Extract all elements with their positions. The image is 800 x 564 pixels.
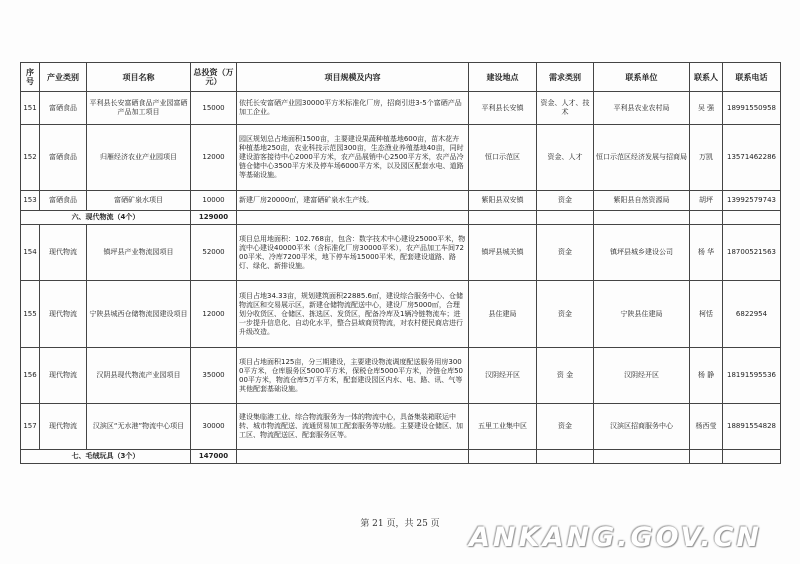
cell-location: 汉阴经开区 [469,348,537,404]
cell-name: 汉阴县现代物流产业园项目 [87,348,191,404]
cell-seq: 153 [21,191,40,211]
cell-industry: 富硒食品 [40,92,87,125]
cell-phone: 6822954 [723,281,781,348]
cell-scale: 项目占地34.33亩，规划建筑面积22885.6㎡，建设综合服务中心、仓储物流区和交易展示区，新建仓储物流配送中心，建设厂房5000㎡，合理划分收货区、仓储区、拣选区、发货区，配备冷库及1辆冷链物流车；进一步提升信息化、自动化水平，整合县域商贸物流，对农村便民商店进行升级改造。 [237,281,469,348]
header-contact-person: 联系人 [690,63,723,92]
cell-contact-person: 吴 强 [690,92,723,125]
cell-contact-person: 胡坪 [690,191,723,211]
cell-phone: 18191595536 [723,348,781,404]
cell-industry: 现代物流 [40,404,87,450]
cell-scale: 建设集临港工业、综合物流服务为一体的物流中心，具备集装箱联运中转、城市物流配送、流通贸易加工配套服务等功能。主要建设仓储区、加工区、物流配送区、配套服务区等。 [237,404,469,450]
cell-name: 汉滨区“无水港”物流中心项目 [87,404,191,450]
header-demand: 需求类别 [537,63,594,92]
cell-demand: 资金 [537,225,594,281]
header-seq: 序号 [21,63,40,92]
category-label: 七、毛绒玩具（3个） [21,450,191,464]
cell-industry: 现代物流 [40,225,87,281]
cell-industry: 富硒食品 [40,125,87,191]
cell-investment: 52000 [191,225,237,281]
cell-scale: 项目占地面积125亩，分三期建设，主要建设物流调度配送服务用房3000平方米，仓库服务区5000平方米，保税仓库5000平方米，冷链仓库5000平方米，物流仓库5万平方米，配套建设园区内水、电、路、讯、气等其他配套基础设施。 [237,348,469,404]
cell-location: 恒口示范区 [469,125,537,191]
header-location: 建设地点 [469,63,537,92]
table-header-row [21,63,781,92]
cell-contact-unit: 平利县农业农村局 [594,92,690,125]
cell-location: 五里工业集中区 [469,404,537,450]
cell-location: 平利县长安镇 [469,92,537,125]
cell-scale: 依托长安富硒产业园30000平方米标准化厂房，招商引进3-5个富硒产品加工企业。 [237,92,469,125]
table-row [21,92,781,125]
cell-seq: 151 [21,92,40,125]
category-row-plush-toys [21,450,781,464]
cell-demand: 资金 [537,281,594,348]
category-row-logistics [21,211,781,225]
cell-contact-unit: 宁陕县住建局 [594,281,690,348]
header-investment: 总投资（万元） [191,63,237,92]
table-row [21,348,781,404]
category-label: 六、现代物流（4个） [21,211,191,225]
project-table [20,62,781,464]
cell-contact-unit: 镇坪县城乡建设公司 [594,225,690,281]
table-row [21,225,781,281]
cell-phone: 13571462286 [723,125,781,191]
cell-demand: 资金 [537,404,594,450]
cell-industry: 现代物流 [40,348,87,404]
cell-seq: 154 [21,225,40,281]
cell-contact-person: 万凯 [690,125,723,191]
cell-phone: 18891554828 [723,404,781,450]
cell-location: 县住建局 [469,281,537,348]
cell-contact-unit: 恒口示范区经济发展与招商局 [594,125,690,191]
header-scale: 项目规模及内容 [237,63,469,92]
cell-name: 平利县长安富硒食品产业园富硒产品加工项目 [87,92,191,125]
cell-investment: 15000 [191,92,237,125]
watermark: ANKANG.GOV.CN [469,522,762,553]
cell-demand: 资 金 [537,348,594,404]
cell-name: 富硒矿泉水项目 [87,191,191,211]
cell-contact-person: 杨 华 [690,225,723,281]
cell-investment: 12000 [191,281,237,348]
cell-investment: 30000 [191,404,237,450]
cell-demand: 资金 [537,191,594,211]
cell-investment: 35000 [191,348,237,404]
cell-demand: 资金、人才、技术 [537,92,594,125]
cell-location: 紫阳县双安镇 [469,191,537,211]
cell-investment: 12000 [191,125,237,191]
table-row [21,125,781,191]
header-name: 项目名称 [87,63,191,92]
category-total: 129000 [191,211,237,225]
category-total: 147000 [191,450,237,464]
cell-scale: 新建厂房20000㎡，建富硒矿泉水生产线。 [237,191,469,211]
cell-location: 镇坪县城关镇 [469,225,537,281]
table-row [21,191,781,211]
cell-contact-person: 柯恬 [690,281,723,348]
cell-contact-unit: 紫阳县自然资源局 [594,191,690,211]
header-phone: 联系电话 [723,63,781,92]
cell-contact-unit: 汉阴经开区 [594,348,690,404]
header-contact-unit: 联系单位 [594,63,690,92]
header-industry: 产业类别 [40,63,87,92]
cell-name: 镇坪县产业物流园项目 [87,225,191,281]
cell-seq: 152 [21,125,40,191]
cell-seq: 156 [21,348,40,404]
cell-phone: 18991550958 [723,92,781,125]
cell-scale: 项目总用地面积：102.768亩，包含：数字技术中心建设25000平米，物流中心建设40000平米（含标准化厂房30000平米），农产品加工车间7200平米、冷库7200平米，地下停车场15000平米，配套建设道路、路灯、绿化、新排设施。 [237,225,469,281]
cell-contact-person: 杨西莹 [690,404,723,450]
cell-phone: 18700521563 [723,225,781,281]
page-footer: 第 21 页，共 25 页 [360,519,440,529]
cell-phone: 13992579743 [723,191,781,211]
cell-industry: 现代物流 [40,281,87,348]
cell-contact-person: 杨 静 [690,348,723,404]
cell-contact-unit: 汉滨区招商服务中心 [594,404,690,450]
cell-seq: 157 [21,404,40,450]
cell-name: 宁陕县城西仓储物流园建设项目 [87,281,191,348]
table-row [21,281,781,348]
cell-demand: 资金、人才 [537,125,594,191]
cell-investment: 10000 [191,191,237,211]
cell-scale: 园区规划总占地面积1500亩，主要建设果蔬种植基地600亩，苗木花卉种植基地250亩，农业科技示范园300亩，生态渔业养殖基地40亩，同时建设游客接待中心2000平方米，农产品展销中心2500平方米，农产品冷链仓储中心3500平方米及停车场6000平方米，以及园区配套水电、道路等基础设施。 [237,125,469,191]
cell-name: 归雁经济农业产业园项目 [87,125,191,191]
table-row [21,404,781,450]
cell-seq: 155 [21,281,40,348]
cell-industry: 富硒食品 [40,191,87,211]
